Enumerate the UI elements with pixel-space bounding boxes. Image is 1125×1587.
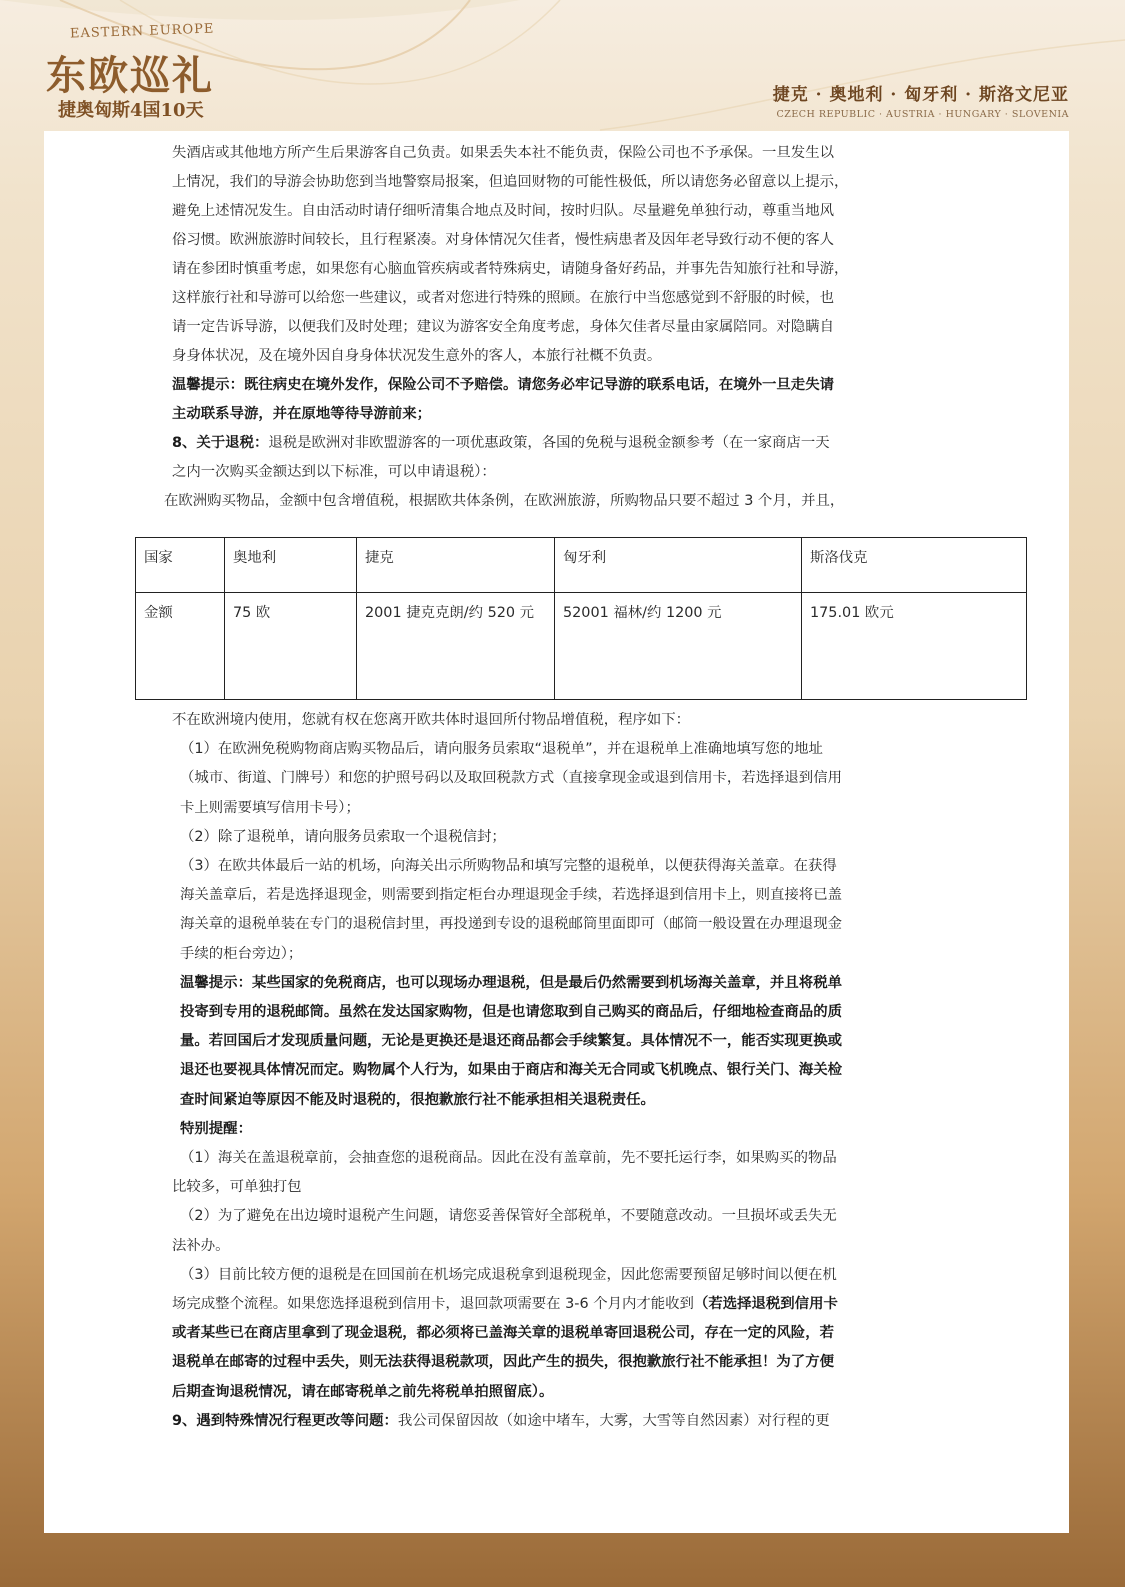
- paragraph-line: 在欧洲购买物品，金额中包含增值税，根据欧共体条例，在欧洲旅游，所购物品只要不超过 3 个月，并且，: [164, 493, 845, 509]
- table-header-row: [136, 538, 1027, 593]
- paragraph-line: 请一定告诉导游，以便我们及时处理；建议为游客安全角度考虑，身体欠佳者尽量由家属陪同。对隐瞒自: [172, 319, 834, 335]
- paragraph-line: 退税单在邮寄的过程中丢失，则无法获得退税款项，因此产生的损失，很抱歉旅行社不能承担！为了方便: [172, 1354, 834, 1371]
- paragraph-line: 比较多，可单独打包: [172, 1179, 302, 1196]
- paragraph-line: 不在欧洲境内使用，您就有权在您离开欧共体时退回所付物品增值税，程序如下：: [172, 712, 691, 728]
- warm-tip-line: 查时间紧迫等原因不能及时退税的，很抱歉旅行社不能承担相关退税责任。: [180, 1091, 655, 1108]
- item8-title: 8、关于退税：: [172, 435, 269, 451]
- tax-refund-table: [135, 537, 1027, 700]
- paragraph-line: 请在参团时慎重考虑，如果您有心脑血管疾病或者特殊病史，请随身备好药品，并事先告知旅行社和导游，: [172, 261, 849, 277]
- item8-paragraph: [172, 429, 990, 458]
- mixed-paragraph-line: [172, 1290, 990, 1319]
- item8-text: 退税是欧洲对非欧盟游客的一项优惠政策，各国的免税与退税金额参考（在一家商店一天: [268, 435, 830, 451]
- paragraph-line: 上情况，我们的导游会协助您到当地警察局报案，但追回财物的可能性极低，所以请您务必留意以上提示，: [172, 174, 849, 190]
- paragraph-line: （2）除了退税单，请向服务员索取一个退税信封；: [180, 828, 506, 845]
- tax-refund-table-wrapper: [135, 537, 1027, 700]
- document-page: [44, 131, 1069, 1533]
- table-cell: 捷克: [357, 538, 555, 593]
- paragraph-line: 或者某些已在商店里拿到了现金退税，都必须将已盖海关章的退税单寄回退税公司，存在一定的风险，若: [172, 1325, 834, 1342]
- warm-tip-line: 量。若回国后才发现质量问题，无论是更换还是退还商品都会手续繁复。具体情况不一，能否实现更换或: [180, 1033, 842, 1050]
- table-cell: 奥地利: [225, 538, 357, 593]
- table-cell: 52001 福林/约 1200 元: [555, 593, 802, 700]
- table-row: [136, 593, 1027, 700]
- paragraph-line: 俗习惯。欧洲旅游时间较长，且行程紧凑。对身体情况欠佳者，慢性病患者及因年老导致行动不便的客人: [172, 232, 834, 248]
- logo-title: 东欧巡礼: [46, 52, 214, 99]
- paragraph-line: （1）海关在盖退税章前，会抽查您的退税商品。因此在没有盖章前，先不要托运行李，如果购买的物品: [180, 1150, 837, 1167]
- paragraph-line: （2）为了避免在出边境时退税产生问题，请您妥善保管好全部税单，不要随意改动。一旦损坏或丢失无: [180, 1208, 837, 1225]
- paragraph-line: 身身体状况，及在境外因自身身体状况发生意外的客人，本旅行社概不负责。: [172, 348, 662, 364]
- table-cell: 金额: [136, 593, 225, 700]
- table-cell: 2001 捷克克朗/约 520 元: [357, 593, 555, 700]
- warm-tip-line: 温馨提示：既往病史在境外发作，保险公司不予赔偿。请您务必牢记导游的联系电话，在境外一旦走失请: [172, 377, 834, 393]
- logo: [46, 18, 246, 128]
- countries-chinese: 捷克 · 奥地利 · 匈牙利 · 斯洛文尼亚: [772, 85, 1069, 105]
- paragraph-line: 这样旅行社和导游可以给您一些建议，或者对您进行特殊的照顾。在旅行中当您感觉到不舒服的时候，也: [172, 290, 834, 306]
- section-tax-refund-process: [172, 706, 990, 1436]
- item9-title: 9、遇到特殊情况行程更改等问题：: [172, 1412, 398, 1429]
- paragraph-line: 后期查询退税情况，请在邮寄税单之前先将税单拍照留底）。: [172, 1383, 554, 1400]
- table-cell: 国家: [136, 538, 225, 593]
- countries-english: CZECH REPUBLIC · AUSTRIA · HUNGARY · SLOVENIA: [776, 109, 1069, 120]
- paragraph-line: （城市、街道、门牌号）和您的护照号码以及取回税款方式（直接拿现金或退到信用卡，若选择退到信用: [180, 770, 842, 787]
- paragraph-text: 场完成整个流程。如果您选择退税到信用卡，退回款项需要在 3-6 个月内才能收到: [172, 1296, 694, 1313]
- special-reminder-title: 特别提醒：: [180, 1120, 252, 1137]
- table-cell: 斯洛伐克: [802, 538, 1027, 593]
- paragraph-line: 卡上则需要填写信用卡号）；: [180, 799, 360, 816]
- table-cell: 匈牙利: [555, 538, 802, 593]
- item9-text: 我公司保留因故（如途中堵车，大雾，大雪等自然因素）对行程的更: [397, 1412, 830, 1429]
- warm-tip-line: 温馨提示：某些国家的免税商店，也可以现场办理退税，但是最后仍然需要到机场海关盖章，并且将税单: [180, 974, 842, 991]
- warm-tip-line: 主动联系导游，并在原地等待导游前来；: [172, 406, 432, 422]
- paragraph-line: 手续的柜台旁边）；: [180, 945, 303, 962]
- table-cell: 175.01 欧元: [802, 593, 1027, 700]
- paragraph-line: 法补办。: [172, 1237, 230, 1254]
- paragraph-line: 失酒店或其他地方所产生后果游客自己负责。如果丢失本社不能负责，保险公司也不予承保。一旦发生以: [172, 145, 834, 161]
- logo-english-text: EASTERN EUROPE: [69, 21, 215, 42]
- paragraph-line: 海关章的退税单装在专门的退税信封里，再投递到专设的退税邮筒里面即可（邮筒一般设置在办理退现金: [180, 916, 842, 933]
- paragraph-line: （3）在欧共体最后一站的机场，向海关出示所购物品和填写完整的退税单，以便获得海关盖章。在获得: [180, 858, 837, 875]
- paragraph-line: 避免上述情况发生。自由活动时请仔细听清集合地点及时间，按时归队。尽量避免单独行动，尊重当地风: [172, 203, 834, 219]
- warm-tip-line: 退还也要视具体情况而定。购物属个人行为，如果由于商店和海关无合同或飞机晚点、银行关门、海关检: [180, 1062, 842, 1079]
- paragraph-line: 之内一次购买金额达到以下标准，可以申请退税）：: [172, 464, 496, 480]
- paragraph-line: （3）目前比较方便的退税是在回国前在机场完成退税拿到退税现金，因此您需要预留足够时间以便在机: [180, 1266, 837, 1283]
- table-cell: 75 欧: [225, 593, 357, 700]
- warm-tip-line: 投寄到专用的退税邮筒。虽然在发达国家购物，但是也请您取到自己购买的商品后，仔细地检查商品的质: [180, 1004, 842, 1021]
- item9-paragraph: [172, 1407, 990, 1436]
- section-safety-notes: [164, 139, 990, 516]
- paragraph-line: 海关盖章后，若是选择退现金，则需要到指定柜台办理退现金手续，若选择退到信用卡上，则直接将已盖: [180, 887, 842, 904]
- paragraph-line: （1）在欧洲免税购物商店购买物品后，请向服务员索取“退税单”，并在退税单上准确地填写您的地址: [180, 741, 823, 758]
- logo-subtitle: 捷奥匈斯4国10天: [58, 100, 204, 121]
- header-countries: [773, 80, 1069, 120]
- paragraph-bold-text: （若选择退税到信用卡: [693, 1296, 838, 1313]
